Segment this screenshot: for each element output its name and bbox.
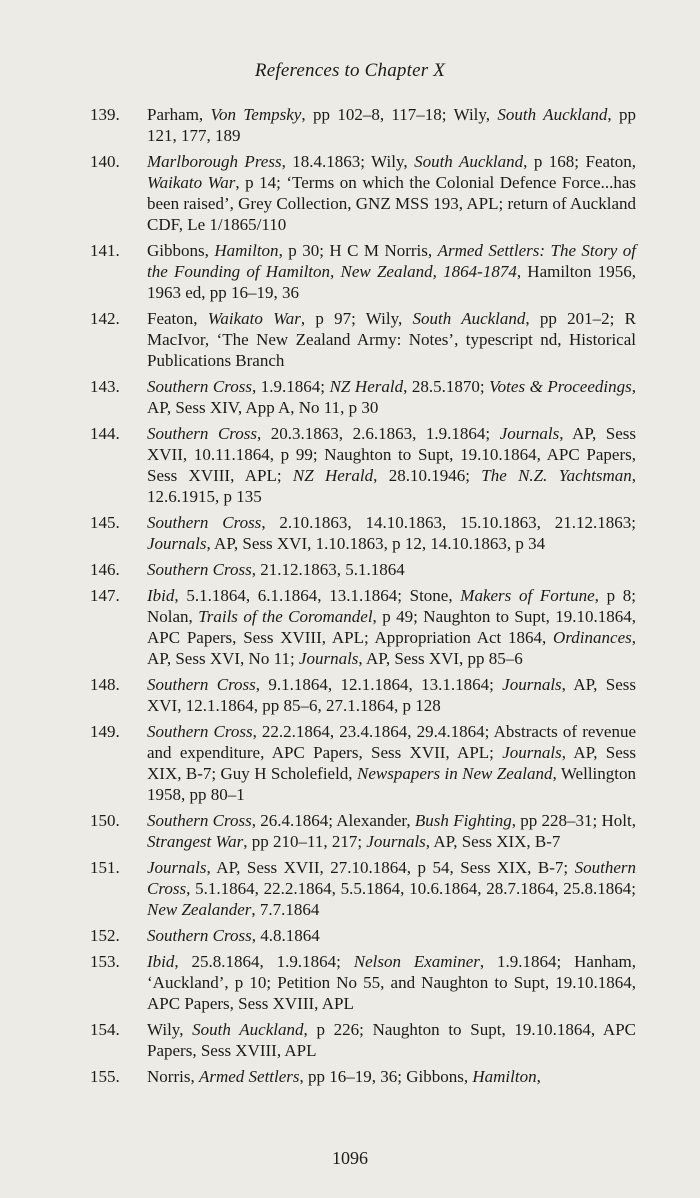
reference-note bbox=[90, 423, 636, 507]
note-number: 155. bbox=[90, 1067, 120, 1086]
citation-text: , 9.1.1864, 12.1.1864, 13.1.1864; bbox=[255, 675, 503, 694]
note-number: 148. bbox=[90, 675, 120, 694]
reference-note bbox=[90, 512, 636, 554]
citation-text: , 12.6.1915, p 135 bbox=[147, 466, 636, 506]
citation-text: , pp 121, 177, 189 bbox=[147, 105, 637, 145]
citation-text: , bbox=[536, 1067, 541, 1086]
reference-note bbox=[90, 559, 636, 580]
citation-text: , pp 102–8, 117–18; Wily, bbox=[301, 105, 498, 124]
citation-text: , 21.12.1863, 5.1.1864 bbox=[251, 560, 405, 579]
note-text bbox=[147, 1066, 636, 1087]
citation-title: Journals bbox=[147, 858, 207, 877]
citation-text: Norris, bbox=[147, 1067, 199, 1086]
citation-text: , AP, Sess XVI, 12.1.1864, pp 85–6, 27.1.1864, p 128 bbox=[147, 675, 636, 715]
citation-title: Trails of the Coromandel bbox=[198, 607, 373, 626]
reference-note bbox=[90, 721, 636, 805]
note-number: 141. bbox=[90, 241, 120, 260]
citation-text: , p 30; H C M Norris, bbox=[278, 241, 438, 260]
citation-text: , 28.5.1870; bbox=[403, 377, 490, 396]
citation-text: , 1.9.1864; bbox=[252, 377, 330, 396]
citation-title: Hamilton bbox=[472, 1067, 537, 1086]
note-text bbox=[147, 810, 636, 852]
citation-text: , 1.9.1864; Hanham, ‘Auckland’, p 10; Petition No 55, and Naughton to Supt, 19.10.1864, APC Papers, Sess XVIII, APL bbox=[147, 952, 636, 1013]
citation-text: Featon, bbox=[147, 309, 208, 328]
citation-text: , AP, Sess XVI, pp 85–6 bbox=[358, 649, 523, 668]
citation-title: Southern Cross bbox=[147, 560, 252, 579]
citation-title: Strangest War bbox=[147, 832, 244, 851]
citation-text: , AP, Sess XIX, B-7 bbox=[425, 832, 561, 851]
citation-title: Armed Settlers: The Story of the Founding of Hamilton, New Zealand, 1864-1874 bbox=[147, 241, 636, 281]
citation-title: South Auckland bbox=[414, 152, 524, 171]
note-text bbox=[147, 559, 636, 580]
reference-note bbox=[90, 1019, 636, 1061]
reference-note bbox=[90, 674, 636, 716]
citation-text: , 7.7.1864 bbox=[251, 900, 320, 919]
citation-title: Journals bbox=[499, 424, 560, 443]
note-text bbox=[147, 512, 636, 554]
citation-title: NZ Herald bbox=[292, 466, 374, 485]
reference-note bbox=[90, 151, 636, 235]
citation-text: Gibbons, bbox=[147, 241, 215, 260]
citation-text: Wily, bbox=[147, 1020, 193, 1039]
citation-title: South Auckland bbox=[412, 309, 526, 328]
citation-text: , 5.1.1864, 6.1.1864, 13.1.1864; Stone, bbox=[174, 586, 461, 605]
citation-title: Hamilton bbox=[214, 241, 279, 260]
note-text bbox=[147, 674, 636, 716]
citation-text: , 5.1.1864, 22.2.1864, 5.5.1864, 10.6.1864, 28.7.1864, 25.8.1864; bbox=[186, 879, 636, 898]
citation-title: Ibid bbox=[147, 952, 175, 971]
citation-text: , p 226; Naughton to Supt, 19.10.1864, APC Papers, Sess XVIII, APL bbox=[147, 1020, 636, 1060]
note-number: 144. bbox=[90, 424, 120, 443]
note-number: 151. bbox=[90, 858, 120, 877]
citation-text: , p 97; Wily, bbox=[300, 309, 413, 328]
citation-title: South Auckland bbox=[192, 1020, 304, 1039]
reference-note bbox=[90, 376, 636, 418]
note-text bbox=[147, 721, 636, 805]
note-number: 154. bbox=[90, 1020, 120, 1039]
citation-title: Nelson Examiner bbox=[353, 952, 480, 971]
citation-title: Southern Cross bbox=[147, 424, 257, 443]
note-number: 145. bbox=[90, 513, 120, 532]
citation-title: Ordinances bbox=[553, 628, 632, 647]
note-text bbox=[147, 423, 636, 507]
citation-text: , AP, Sess XVI, 1.10.1863, p 12, 14.10.1863, p 34 bbox=[206, 534, 546, 553]
note-number: 147. bbox=[90, 586, 120, 605]
citation-title: Bush Fighting bbox=[414, 811, 512, 830]
reference-note bbox=[90, 104, 636, 146]
note-text bbox=[147, 585, 636, 669]
citation-text: , p 168; Featon, bbox=[523, 152, 637, 171]
citation-title: Waikato War bbox=[207, 309, 301, 328]
citation-text: , AP, Sess XIX, B-7; Guy H Scholefield, bbox=[147, 743, 636, 783]
running-title: References to Chapter X bbox=[254, 60, 446, 81]
citation-title: Journals bbox=[502, 675, 562, 694]
citation-title: Southern Cross bbox=[147, 926, 252, 945]
citation-title: Southern Cross bbox=[147, 858, 636, 898]
citation-text: , pp 228–31; Holt, bbox=[511, 811, 636, 830]
note-text bbox=[147, 1019, 636, 1061]
citation-title: Southern Cross bbox=[147, 513, 262, 532]
citation-text: , 20.3.1863, 2.6.1863, 1.9.1864; bbox=[257, 424, 500, 443]
note-number: 150. bbox=[90, 811, 120, 830]
citation-title: Southern Cross bbox=[147, 811, 252, 830]
note-text bbox=[147, 240, 636, 303]
citation-text: Parham, bbox=[147, 105, 211, 124]
citation-title: Makers of Fortune bbox=[460, 586, 595, 605]
citation-text: , AP, Sess XVII, 27.10.1864, p 54, Sess XIX, B-7; bbox=[206, 858, 575, 877]
citation-text: , AP, Sess XVII, 10.11.1864, p 99; Naughton to Supt, 19.10.1864, APC Papers, Sess XVIII, APL; bbox=[147, 424, 636, 485]
citation-text: , 4.8.1864 bbox=[251, 926, 320, 945]
citation-title: Journals bbox=[298, 649, 359, 668]
citation-text: , 22.2.1864, 23.4.1864, 29.4.1864; Abstracts of revenue and expenditure, APC Papers, Sess XVII, APL; bbox=[147, 722, 636, 762]
citation-title: Waikato War bbox=[147, 173, 236, 192]
citation-text: , Wellington 1958, pp 80–1 bbox=[147, 764, 636, 804]
citation-title: New Zealander bbox=[147, 900, 252, 919]
reference-note bbox=[90, 951, 636, 1014]
note-number: 152. bbox=[90, 926, 120, 945]
citation-title: Southern Cross bbox=[147, 377, 252, 396]
reference-note bbox=[90, 857, 636, 920]
citation-text: , AP, Sess XIV, App A, No 11, p 30 bbox=[147, 377, 636, 417]
citation-text: , 25.8.1864, 1.9.1864; bbox=[174, 952, 354, 971]
note-number: 142. bbox=[90, 309, 120, 328]
reference-note bbox=[90, 810, 636, 852]
note-text bbox=[147, 925, 636, 946]
citation-text: , Hamilton 1956, 1963 ed, pp 16–19, 36 bbox=[147, 262, 636, 302]
reference-notes-list bbox=[90, 104, 636, 1092]
citation-text: , 26.4.1864; Alexander, bbox=[251, 811, 415, 830]
citation-text: , p 8; Nolan, bbox=[147, 586, 636, 626]
citation-title: Marlborough Press bbox=[147, 152, 282, 171]
citation-title: Votes & Proceedings bbox=[489, 377, 632, 396]
citation-title: NZ Herald bbox=[329, 377, 404, 396]
citation-text: , p 14; ‘Terms on which the Colonial Defence Force...has been raised’, Grey Collection, GNZ MSS 193, APL; return of Auckland CDF, Le 1/1865/110 bbox=[147, 173, 637, 234]
citation-text: , 28.10.1946; bbox=[373, 466, 482, 485]
citation-title: Armed Settlers bbox=[198, 1067, 300, 1086]
reference-note bbox=[90, 240, 636, 303]
note-number: 139. bbox=[90, 105, 120, 124]
citation-text: , pp 16–19, 36; Gibbons, bbox=[299, 1067, 473, 1086]
citation-title: The N.Z. Yachtsman bbox=[481, 466, 632, 485]
citation-title: Von Tempsky bbox=[210, 105, 302, 124]
page-number: 1096 bbox=[332, 1148, 368, 1168]
citation-title: Southern Cross bbox=[147, 722, 253, 741]
note-text bbox=[147, 308, 636, 371]
citation-title: South Auckland bbox=[497, 105, 608, 124]
citation-text: , p 49; Naughton to Supt, 19.10.1864, APC Papers, Sess XVIII, APL; Appropriation Act 1864, bbox=[147, 607, 636, 647]
reference-note bbox=[90, 585, 636, 669]
citation-text: , 18.4.1863; Wily, bbox=[281, 152, 415, 171]
note-number: 140. bbox=[90, 152, 120, 171]
citation-title: Ibid bbox=[147, 586, 175, 605]
note-number: 149. bbox=[90, 722, 120, 741]
note-text bbox=[147, 951, 636, 1014]
reference-note bbox=[90, 925, 636, 946]
note-number: 143. bbox=[90, 377, 120, 396]
note-number: 153. bbox=[90, 952, 120, 971]
citation-title: Journals bbox=[366, 832, 426, 851]
citation-title: Southern Cross bbox=[147, 675, 256, 694]
note-text bbox=[147, 376, 636, 418]
reference-note bbox=[90, 1066, 636, 1087]
citation-text: , pp 201–2; R MacIvor, ‘The New Zealand Army: Notes’, typescript nd, Historical Publications Branch bbox=[147, 309, 636, 370]
citation-title: Newspapers in New Zealand bbox=[356, 764, 553, 783]
note-number: 146. bbox=[90, 560, 120, 579]
citation-text: , pp 210–11, 217; bbox=[243, 832, 367, 851]
citation-title: Journals bbox=[502, 743, 562, 762]
note-text bbox=[147, 857, 636, 920]
note-text bbox=[147, 104, 636, 146]
citation-title: Journals bbox=[147, 534, 207, 553]
citation-text: , 2.10.1863, 14.10.1863, 15.10.1863, 21.12.1863; bbox=[261, 513, 636, 532]
note-text bbox=[147, 151, 636, 235]
reference-note bbox=[90, 308, 636, 371]
citation-text: , AP, Sess XVI, No 11; bbox=[147, 628, 636, 668]
